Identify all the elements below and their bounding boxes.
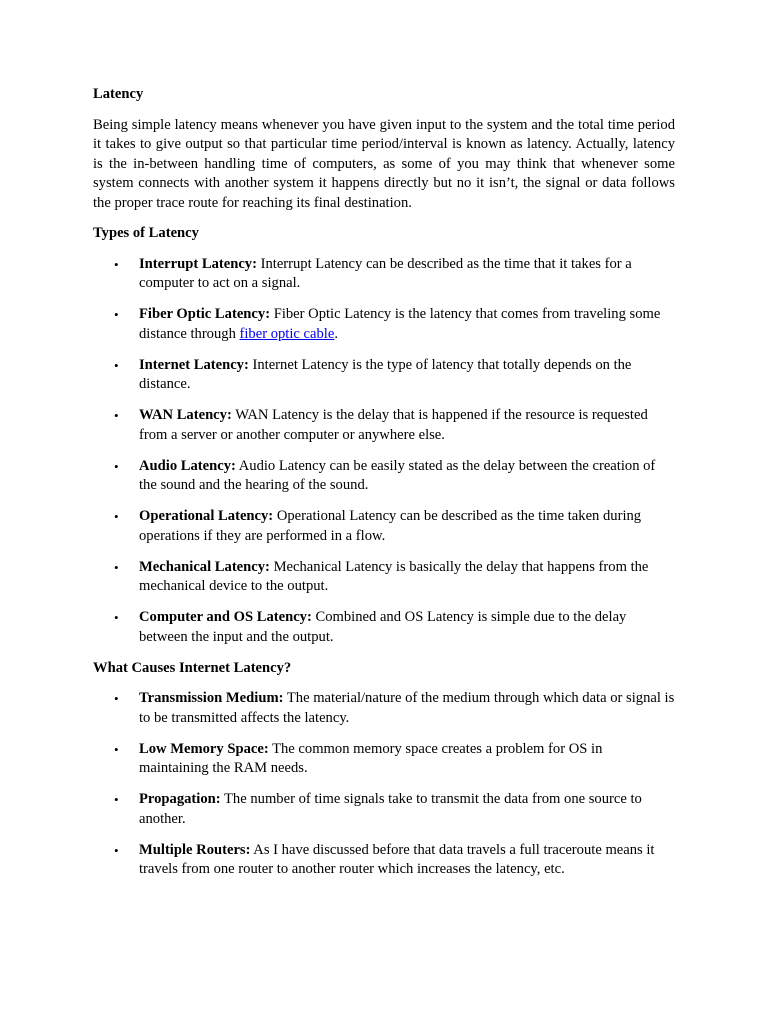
bullet-icon: •: [114, 559, 119, 575]
bullet-icon: •: [114, 458, 119, 474]
bullet-icon: •: [114, 691, 119, 706]
document-body: [93, 85, 675, 891]
bullet-icon: •: [114, 842, 119, 858]
types-list: [93, 255, 675, 648]
list-item-term: Computer and OS Latency:: [139, 609, 312, 625]
list-item: [93, 507, 675, 546]
types-heading: Types of Latency: [93, 225, 199, 241]
list-item: [93, 305, 675, 344]
list-item-text: Fiber Optic Latency is the latency that comes from traveling some distance through: [139, 306, 661, 342]
bullet-icon: •: [114, 610, 119, 625]
list-item-text: WAN Latency is the delay that is happened if the resource is requested from a server or another computer or anywhere else.: [139, 407, 648, 443]
list-item-term: Audio Latency:: [139, 457, 236, 474]
list-item-term: Transmission Medium:: [139, 690, 284, 706]
page-title: Latency: [93, 86, 144, 102]
bullet-icon: •: [114, 792, 119, 807]
list-item-text: Interrupt Latency can be described as the time that it takes for a computer to act on a signal.: [139, 255, 632, 291]
list-item-text: Operational Latency can be described as the time taken during operations if they are performed in a flow.: [139, 508, 642, 544]
list-item: [93, 457, 675, 496]
causes-heading: What Causes Internet Latency?: [93, 659, 292, 676]
list-item: [93, 255, 675, 294]
list-item: [93, 740, 675, 779]
list-item-term: Mechanical Latency:: [139, 558, 270, 575]
list-item-term: Fiber Optic Latency:: [139, 306, 271, 322]
list-item-text-end: .: [334, 325, 338, 342]
bullet-icon: •: [114, 408, 119, 423]
list-item-text: Combined and OS Latency is simple due to the delay between the input and the output.: [139, 609, 627, 645]
list-item-text: Internet Latency is the type of latency that totally depends on the distance.: [139, 356, 632, 392]
bullet-icon: •: [114, 741, 119, 757]
list-item-term: Internet Latency:: [139, 356, 249, 373]
list-item-text: The common memory space creates a problem for OS in maintaining the RAM needs.: [139, 740, 603, 776]
list-item-term: Multiple Routers:: [139, 841, 251, 858]
list-item: [93, 790, 675, 829]
list-item-text: As I have discussed before that data travels a full traceroute means it travels from one router to another router which increases the latency, etc.: [139, 841, 655, 877]
list-item: [93, 558, 675, 597]
list-item-text: Mechanical Latency is basically the delay that happens from the mechanical device to the output.: [139, 558, 649, 594]
causes-list: [93, 689, 675, 880]
bullet-icon: •: [114, 509, 119, 524]
bullet-icon: •: [114, 307, 119, 322]
list-item-term: WAN Latency:: [139, 407, 232, 423]
bullet-icon: •: [114, 357, 119, 373]
bullet-icon: •: [114, 256, 119, 272]
list-item-text: The number of time signals take to transmit the data from one source to another.: [139, 791, 642, 827]
intro-paragraph: Being simple latency means whenever you have given input to the system and the total time period it takes to give output so that particular time period/interval is known as latency. Actually, latency is the in-between handling time of computers, as some of you may think that whenever some system connects with another system it happens directly but no it isn’t, the signal or data follows the proper trace route for reaching its final destination.: [93, 116, 675, 211]
list-item: [93, 356, 675, 395]
list-item: [93, 841, 675, 880]
list-item-term: Propagation:: [139, 791, 221, 807]
list-item: [93, 689, 675, 728]
list-item-text: Audio Latency can be easily stated as the delay between the creation of the sound and the hearing of the sound.: [139, 457, 656, 493]
list-item-text: The material/nature of the medium through which data or signal is to be transmitted affects the latency.: [139, 690, 675, 726]
list-item-term: Operational Latency:: [139, 508, 274, 524]
fiber-optic-cable-link[interactable]: fiber optic cable: [239, 325, 335, 342]
list-item-term: Interrupt Latency:: [139, 255, 257, 272]
list-item: [93, 608, 675, 647]
list-item-term: Low Memory Space:: [139, 740, 269, 757]
list-item: [93, 406, 675, 445]
